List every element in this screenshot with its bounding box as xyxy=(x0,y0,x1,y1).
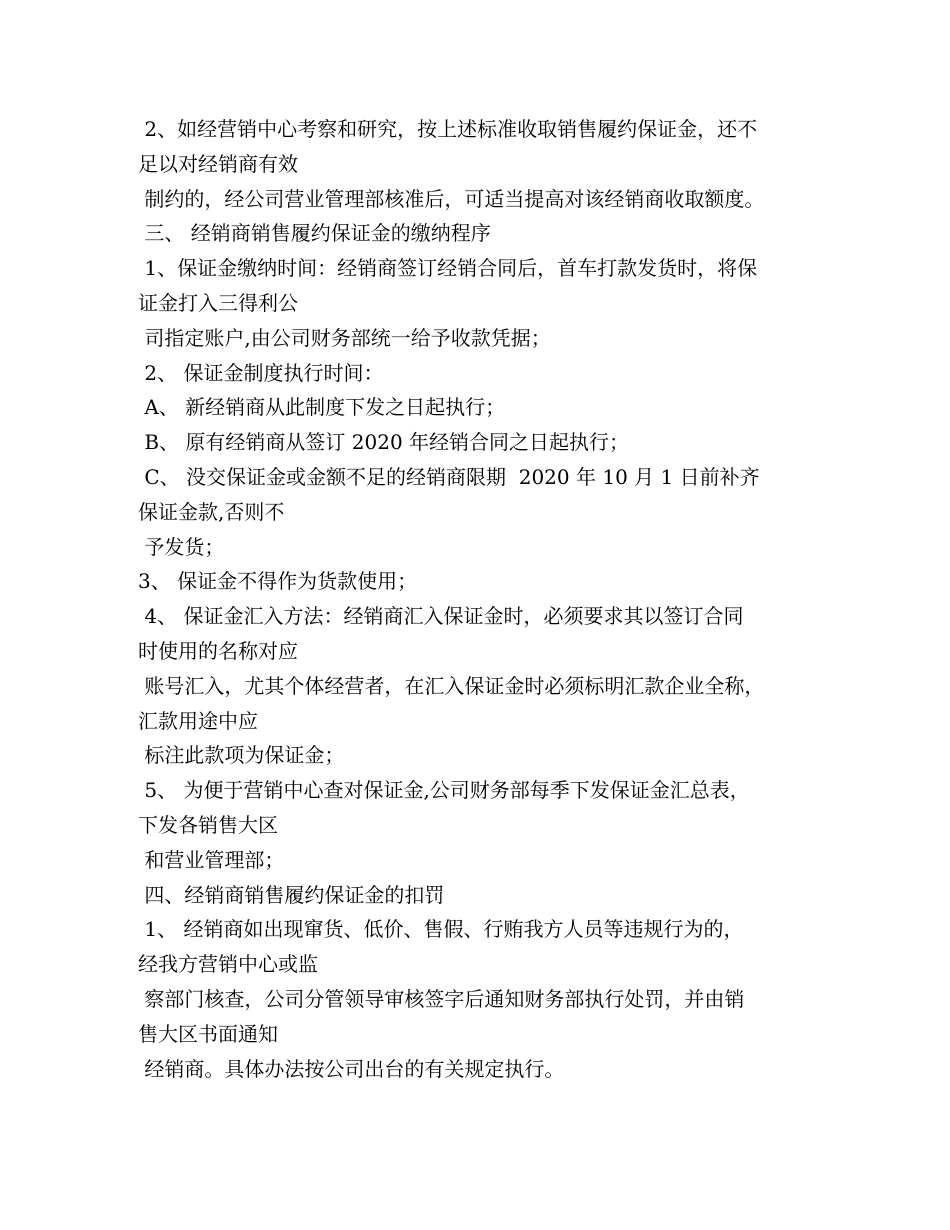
text-line: 予发货； xyxy=(138,534,225,559)
text-line: 1、保证金缴纳时间：经销商签订经销合同后，首车打款发货时，将保 xyxy=(138,256,758,281)
text-line: B、 原有经销商从签订 2020 年经销合同之日起执行； xyxy=(138,430,630,455)
text-line: 保证金款,否则不 xyxy=(138,499,285,524)
text-line: 标注此款项为保证金； xyxy=(138,743,345,768)
section-heading: 四、经销商销售履约保证金的扣罚 xyxy=(138,882,445,907)
text-line: 下发各销售大区 xyxy=(138,812,278,837)
text-line: 汇款用途中应 xyxy=(138,708,258,733)
text-line: 经我方营销中心或监 xyxy=(138,952,318,977)
text-line: 3、 保证金不得作为货款使用； xyxy=(138,569,418,594)
text-line: C、 没交保证金或金额不足的经销商限期 2020 年 10 月 1 日前补齐 xyxy=(138,464,760,489)
text-line: 2、 保证金制度执行时间： xyxy=(138,360,384,385)
text-line: 账号汇入，尤其个体经营者，在汇入保证金时必须标明汇款企业全称， xyxy=(138,673,765,698)
text-line: 时使用的名称对应 xyxy=(138,638,298,663)
section-heading: 三、 经销商销售履约保证金的缴纳程序 xyxy=(138,221,491,246)
text-line: 售大区书面通知 xyxy=(138,1021,278,1046)
document-body xyxy=(138,112,838,1086)
text-line: A、 新经销商从此制度下发之日起执行； xyxy=(138,395,506,420)
text-line: 和营业管理部； xyxy=(138,847,285,872)
text-line: 经销商。具体办法按公司出台的有关规定执行。 xyxy=(138,1056,565,1081)
text-line: 足以对经销商有效 xyxy=(138,151,298,176)
text-line: 1、 经销商如出现窜货、低价、售假、行贿我方人员等违规行为的， xyxy=(138,917,744,942)
text-line: 司指定账户,由公司财务部统一给予收款凭据； xyxy=(138,325,551,350)
text-line: 制约的，经公司营业管理部核准后，可适当提高对该经销商收取额度。 xyxy=(138,186,765,211)
text-line: 证金打入三得利公 xyxy=(138,290,298,315)
text-line: 5、 为便于营销中心查对保证金,公司财务部每季下发保证金汇总表， xyxy=(138,778,750,803)
text-line: 2、如经营销中心考察和研究，按上述标准收取销售履约保证金，还不 xyxy=(138,117,758,141)
text-line: 4、 保证金汇入方法：经销商汇入保证金时，必须要求其以签订合同 xyxy=(138,604,744,629)
text-line: 察部门核查，公司分管领导审核签字后通知财务部执行处罚，并由销 xyxy=(138,986,745,1011)
